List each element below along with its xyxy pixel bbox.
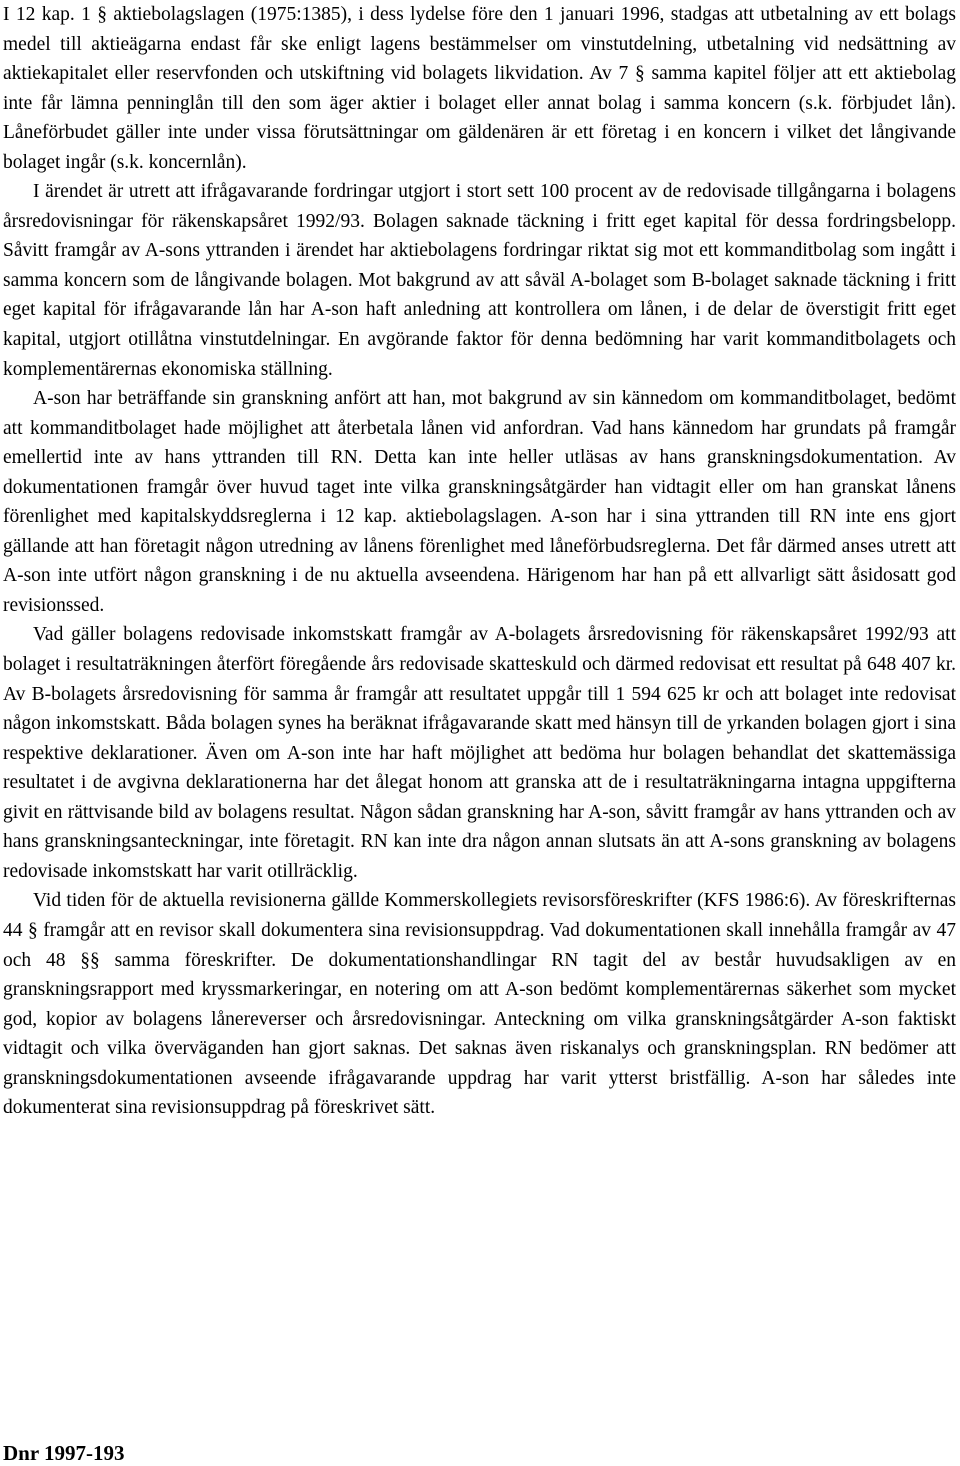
paragraph-1: I 12 kap. 1 § aktiebolagslagen (1975:1385), i dess lydelse före den 1 januari 1996, stadgas att utbetalning av ett bolags medel till aktieägarna endast får ske enligt lagens bestämmelser om vinstutdelning, utbetalning vid nedsättning av aktiekapitalet eller reservfonden och utskiftning vid bolagets likvidation. Av 7 § samma kapitel följer att ett aktiebolag inte får lämna penninglån till den som äger aktier i bolaget eller annat bolag i samma koncern (s.k. förbjudet lån). Låneförbudet gäller inte under vissa förutsättningar om gäldenären är ett företag i en koncern i vilket det långivande bolaget ingår (s.k. koncernlån). xyxy=(3,4,956,173)
paragraph-5: Vid tiden för de aktuella revisionerna gällde Kommerskollegiets revisorsföreskrifter (KFS 1986:6). Av föreskrifternas 44 § framgår att en revisor skall dokumentera sina revisionsuppdrag. Vad dokumentationen skall innehålla framgår av 47 och 48 §§ samma föreskrifter. De dokumentationshandlingar RN tagit del av består huvudsakligen av en granskningsrapport med kryssmarkeringar, en notering om att A-son bedömt komplementärernas säkerhet som mycket god, kopior av bolagens lånereverser och årsredovisningar. Anteckning om vilka granskningsåtgärder A-son faktiskt vidtagit och vilka överväganden han gjort saknas. Det saknas även riskanalys och granskningsplan. RN bedömer att granskningsdokumentationen avseende ifrågavarande uppdrag har varit ytterst bristfällig. A-son har således inte dokumenterat sina revisionsuppdrag på föreskrivet sätt. xyxy=(3,890,956,1119)
paragraph-2: I ärendet är utrett att ifrågavarande fordringar utgjort i stort sett 100 procent av de redovisade tillgångarna i bolagens årsredovisningar för räkenskapsåret 1992/93. Bolagen saknade täckning i fritt eget kapital för dessa fordringsbelopp. Såvitt framgår av A-sons yttranden i ärendet har aktiebolagens fordringar riktat sig mot ett kommanditbolag som ingått i samma koncern som de långivande bolagen. Mot bakgrund av att såväl A-bolaget som B-bolaget saknade täckning i fritt eget kapital för ifrågavarande lån har A-son haft anledning att kontrollera om lånen, i de delar de överstigit fritt eget kapital, utgjort otillåtna vinstutdelningar. En avgörande faktor för denna bedömning har varit kommanditbolagets och komplementärernas ekonomiska ställning. xyxy=(3,181,956,380)
document-body xyxy=(3,0,956,1123)
paragraph-3: A-son har beträffande sin granskning anfört att han, mot bakgrund av sin kännedom om kommanditbolaget, bedömt att kommanditbolaget hade möjlighet att återbetala lånen vid anfordran. Vad hans kännedom har grundats på framgår emellertid inte av hans yttranden till RN. Detta kan inte heller utläsas av hans granskningsdokumentation. Av dokumentationen framgår över huvud taget inte vilka granskningsåtgärder han vidtagit eller om han granskat lånens förenlighet med kapitalskyddsreglerna i 12 kap. aktiebolagslagen. A-son har i sina yttranden till RN inte ens gjort gällande att han företagit någon utredning av lånens förenlighet med låneförbudsreglerna. Det får därmed anses utrett att A-son inte utfört någon granskning i de nu aktuella avseendena. Härigenom har han på ett allvarligt sätt åsidosatt god revisionssed. xyxy=(3,388,956,616)
paragraph-4: Vad gäller bolagens redovisade inkomstskatt framgår av A-bolagets årsredovisning för räkenskapsåret 1992/93 att bolaget i resultaträkningen återfört föregående års redovisade skatteskuld och därmed redovisat ett resultat på 648 407 kr. Av B-bolagets årsredovisning för samma år framgår att resultatet uppgår till 1 594 625 kr och att bolaget inte redovisat någon inkomstskatt. Båda bolagen synes ha beräknat ifrågavarande skatt med hänsyn till de yrkanden bolagen gjort i sina respektive deklarationer. Även om A-son inte har haft möjlighet att bedöma hur bolagen behandlat det skattemässiga resultatet i de avgivna deklarationerna har det ålegat honom att granska att de i resultaträkningarna intagna uppgifterna givit en rättvisande bild av bolagens resultat. Någon sådan granskning har A-son, såvitt framgår av hans yttranden och av hans granskningsanteckningar, inte företagit. RN kan inte dra någon annan slutsats än att A-sons granskning av bolagens redovisade inkomstskatt har varit otillräcklig. xyxy=(3,624,956,882)
document-number: Dnr 1997-193 xyxy=(3,1441,125,1465)
